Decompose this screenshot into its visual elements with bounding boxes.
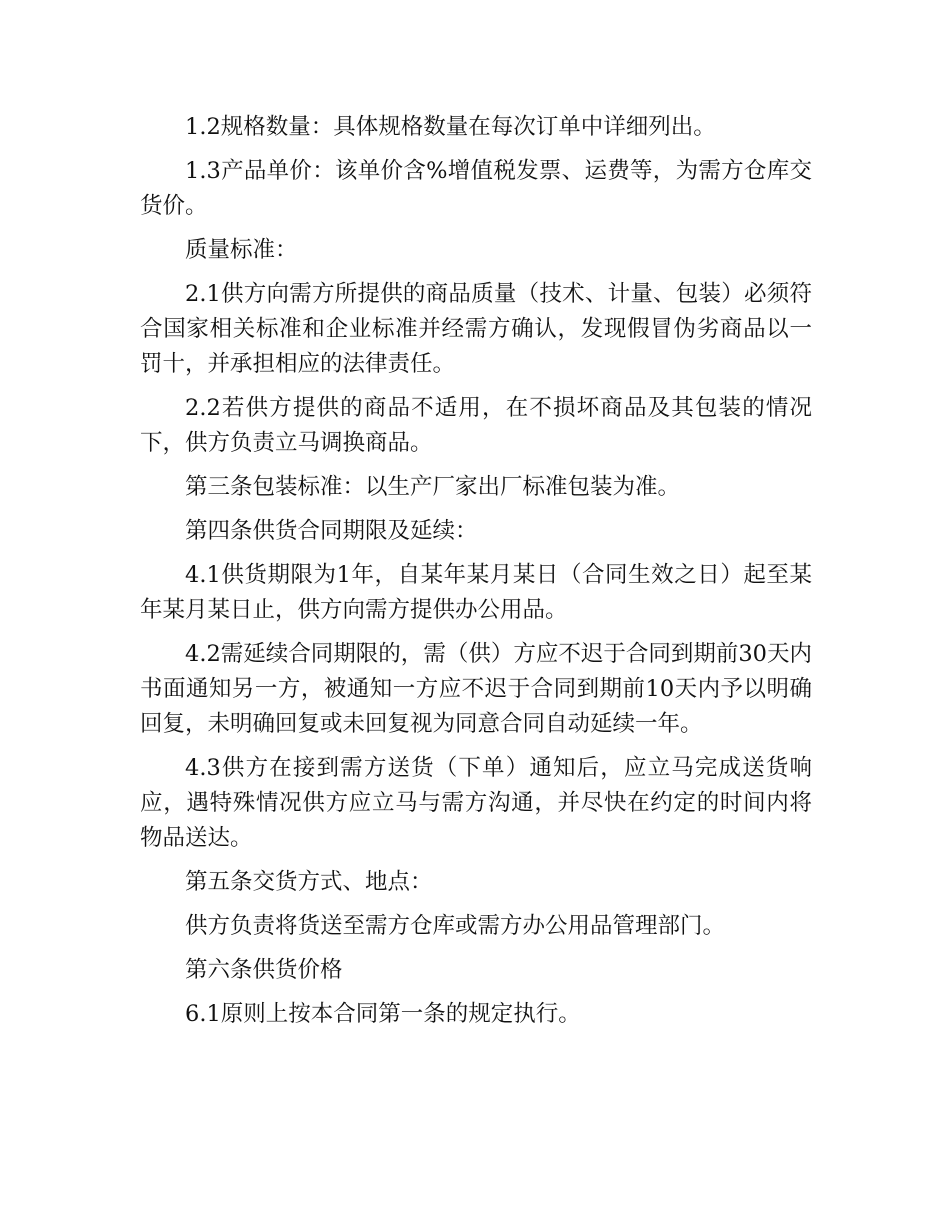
paragraph-2-1-quality: 2.1供方向需方所提供的商品质量（技术、计量、包装）必须符合国家相关标准和企业标准并经需方确认，发现假冒伪劣商品以一罚十，并承担相应的法律责任。 <box>140 281 812 377</box>
paragraph-4-1-term: 4.1供货期限为1年，自某年某月某日（合同生效之日）起至某年某月某日止，供方向需方提供办公用品。 <box>140 562 812 623</box>
article-4-heading: 第四条供货合同期限及延续： <box>185 518 478 544</box>
article-5-heading: 第五条交货方式、地点： <box>185 869 433 895</box>
paragraph-4-2-renewal: 4.2需延续合同期限的，需（供）方应不迟于合同到期前30天内书面通知另一方，被通知一方应不迟于合同到期前10天内予以明确回复，未明确回复或未回复视为同意合同自动延续一年。 <box>140 641 812 737</box>
document-body <box>140 110 812 1041</box>
paragraph-1-3-unit-price: 1.3产品单价：该单价含%增值税发票、运费等，为需方仓库交货价。 <box>140 158 812 219</box>
paragraph-delivery-location: 供方负责将货送至需方仓库或需方办公用品管理部门。 <box>185 913 726 939</box>
heading-quality-standard: 质量标准： <box>185 237 298 263</box>
article-3-packaging: 第三条包装标准：以生产厂家出厂标准包装为准。 <box>185 474 681 500</box>
paragraph-6-1-price-rule: 6.1原则上按本合同第一条的规定执行。 <box>185 1001 581 1027</box>
article-6-heading: 第六条供货价格 <box>185 957 343 983</box>
paragraph-1-2-spec-quantity: 1.2规格数量：具体规格数量在每次订单中详细列出。 <box>185 114 716 140</box>
paragraph-4-3-delivery-response: 4.3供方在接到需方送货（下单）通知后，应立马完成送货响应，遇特殊情况供方应立马与需方沟通，并尽快在约定的时间内将物品送达。 <box>140 755 812 851</box>
paragraph-2-2-exchange: 2.2若供方提供的商品不适用，在不损坏商品及其包装的情况下，供方负责立马调换商品。 <box>140 395 812 456</box>
